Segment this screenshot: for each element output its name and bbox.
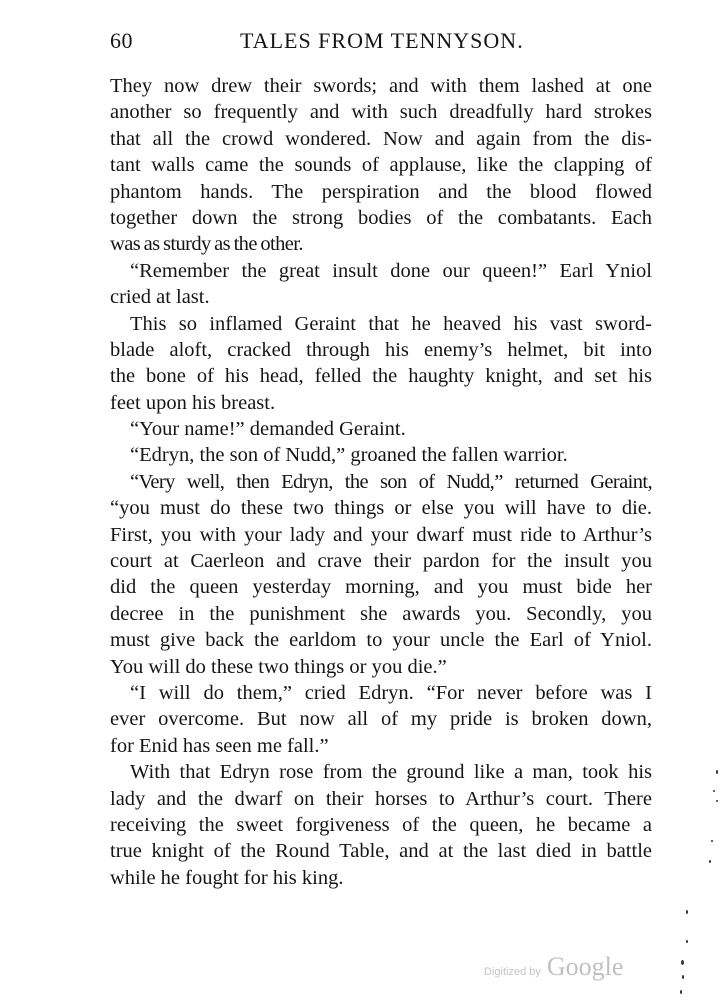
text-line: another so frequently and with such dreadfully hard strokes [110, 101, 652, 124]
text-line: tant walls came the sounds of applause, like the clapping of [110, 154, 652, 177]
text-line: blade aloft, cracked through his enemy’s helmet, bit into [110, 338, 652, 361]
text-line: must give back the earldom to your uncle the Earl of Yniol. [110, 629, 652, 652]
google-logo: Google [546, 952, 624, 981]
text-line: You will do these two things or you die.” [110, 655, 447, 678]
scan-speck [686, 940, 688, 943]
text-line: “I will do them,” cried Edryn. “For never before was I [130, 681, 652, 704]
scan-speck [713, 790, 715, 792]
text-line: was as sturdy as the other. [110, 233, 303, 256]
text-line: “Edryn, the son of Nudd,” groaned the fallen warrior. [130, 444, 568, 467]
running-title: TALES FROM TENNYSON. [240, 28, 524, 53]
text-line: for Enid has seen me fall.” [110, 734, 329, 757]
scan-speck [711, 840, 713, 842]
text-line: “Your name!” demanded Geraint. [130, 418, 406, 441]
text-line: true knight of the Round Table, and at the last died in battle [110, 840, 652, 863]
scan-speck [686, 910, 688, 914]
scan-speck [709, 860, 711, 863]
text-line: receiving the sweet forgiveness of the queen, he became a [110, 813, 652, 836]
text-line: together down the strong bodies of the combatants. Each [110, 206, 652, 229]
text-line: ever overcome. But now all of my pride is broken down, [110, 708, 652, 731]
watermark-prefix: Digitized by [484, 966, 541, 978]
text-line: the bone of his head, felled the haughty knight, and set his [110, 365, 652, 388]
digitized-by-google-watermark [484, 952, 623, 982]
text-line: decree in the punishment she awards you. Secondly, you [110, 602, 652, 625]
text-line: “Remember the great insult done our queen!” Earl Yniol [130, 259, 652, 282]
text-line: “Very well, then Edryn, the son of Nudd,” returned Geraint, [130, 470, 652, 493]
text-line: “you must do these two things or else you will have to die. [110, 497, 652, 520]
scan-speck [716, 800, 718, 802]
text-line: phantom hands. The perspiration and the blood flowed [110, 180, 652, 203]
text-line: First, you with your lady and your dwarf must ride to Arthur’s [110, 523, 652, 546]
scan-speck [682, 975, 684, 979]
text-line: With that Edryn rose from the ground like a man, took his [130, 761, 652, 784]
text-line: while he fought for his king. [110, 866, 344, 889]
text-line: court at Caerleon and crave their pardon for the insult you [110, 550, 652, 573]
text-line: They now drew their swords; and with them lashed at one [110, 75, 652, 97]
text-line: feet upon his breast. [110, 391, 276, 414]
text-line: cried at last. [110, 286, 210, 309]
text-line: lady and the dwarf on their horses to Arthur’s court. There [110, 787, 652, 810]
text-line: that all the crowd wondered. Now and again from the dis- [110, 127, 652, 150]
scan-speck [680, 990, 682, 994]
scan-speck [681, 960, 684, 965]
text-line: This so inflamed Geraint that he heaved his vast sword- [130, 312, 652, 335]
page-number: 60 [110, 28, 133, 53]
body-text [110, 73, 652, 891]
text-line: did the queen yesterday morning, and you must bide her [110, 576, 652, 599]
page-header [110, 28, 650, 62]
scan-speck [716, 770, 718, 774]
